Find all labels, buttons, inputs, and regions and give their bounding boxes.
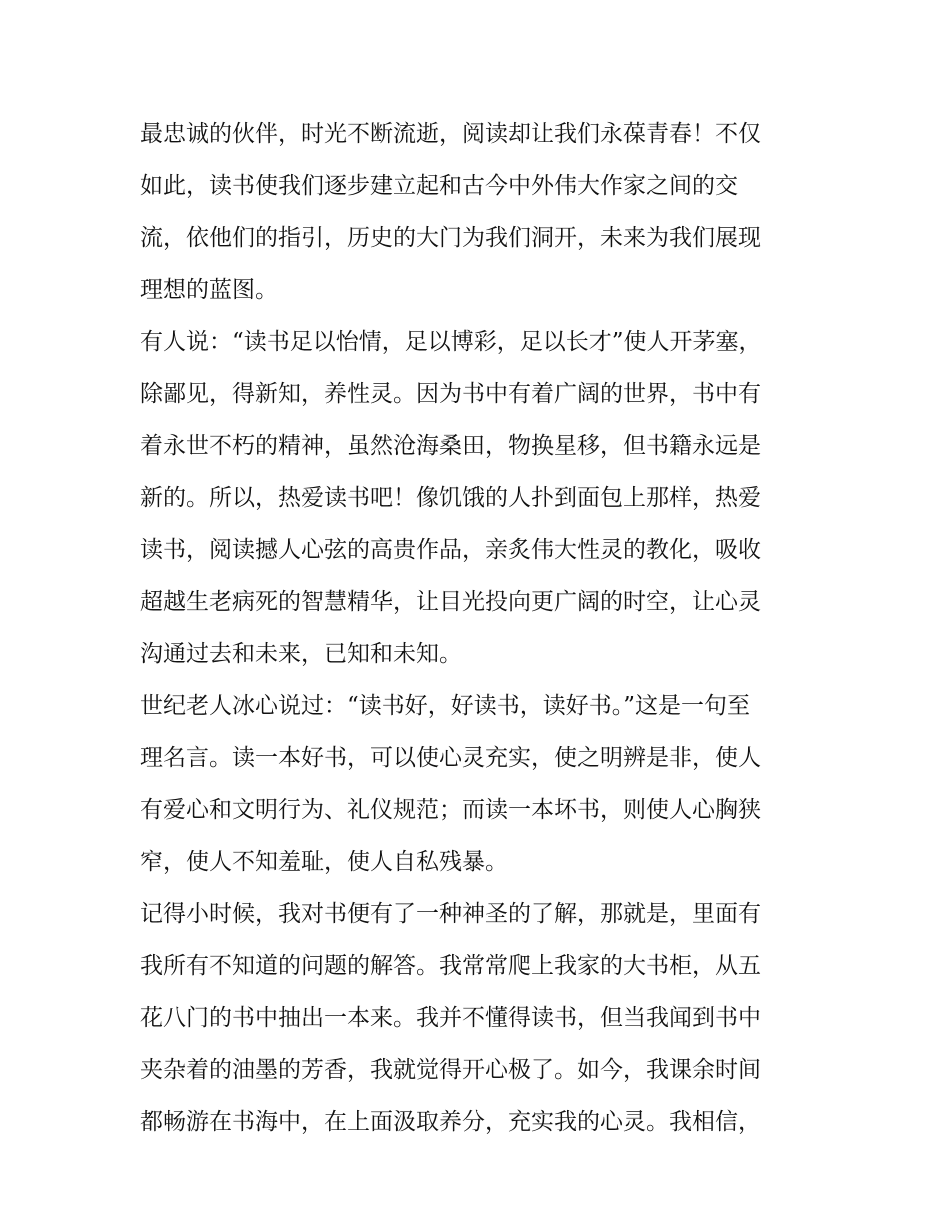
text-line: 着永世不朽的精神，虽然沧海桑田，物换星移，但书籍永远是 — [140, 433, 761, 459]
text-line: 新的。所以，热爱读书吧！像饥饿的人扑到面包上那样，热爱 — [140, 485, 761, 511]
text-line: 记得小时候，我对书便有了一种神圣的了解，那就是，里面有 — [140, 901, 761, 927]
text-line: 最忠诚的伙伴，时光不断流逝，阅读却让我们永葆青春！不仅 — [140, 121, 761, 147]
text-line: 有爱心和文明行为、礼仪规范；而读一本坏书，则使人心胸狭 — [140, 797, 761, 823]
text-line: 世纪老人冰心说过：“读书好，好读书，读好书。”这是一句至 — [140, 693, 751, 719]
text-line: 理名言。读一本好书，可以使心灵充实，使之明辨是非，使人 — [140, 745, 761, 771]
text-line: 理想的蓝图。 — [140, 277, 278, 303]
text-line: 读书，阅读撼人心弦的高贵作品，亲炙伟大性灵的教化，吸收 — [140, 537, 761, 563]
text-line: 超越生老病死的智慧精华，让目光投向更广阔的时空，让心灵 — [140, 589, 761, 615]
body-text — [140, 108, 820, 1148]
text-line: 如此，读书使我们逐步建立起和古今中外伟大作家之间的交 — [140, 173, 738, 199]
text-line: 都畅游在书海中，在上面汲取养分，充实我的心灵。我相信， — [140, 1109, 761, 1135]
text-line: 流，依他们的指引，历史的大门为我们洞开，未来为我们展现 — [140, 225, 761, 251]
text-line: 夹杂着的油墨的芳香，我就觉得开心极了。如今，我课余时间 — [140, 1057, 761, 1083]
text-line: 有人说：“读书足以怡情，足以博彩，足以长才”使人开茅塞， — [140, 329, 762, 355]
text-line: 花八门的书中抽出一本来。我并不懂得读书，但当我闻到书中 — [140, 1005, 761, 1031]
text-line: 除鄙见，得新知，养性灵。因为书中有着广阔的世界，书中有 — [140, 381, 761, 407]
text-line: 窄，使人不知羞耻，使人自私残暴。 — [140, 849, 508, 875]
text-line: 沟通过去和未来，已知和未知。 — [140, 641, 462, 667]
text-line: 我所有不知道的问题的解答。我常常爬上我家的大书柜，从五 — [140, 953, 761, 979]
